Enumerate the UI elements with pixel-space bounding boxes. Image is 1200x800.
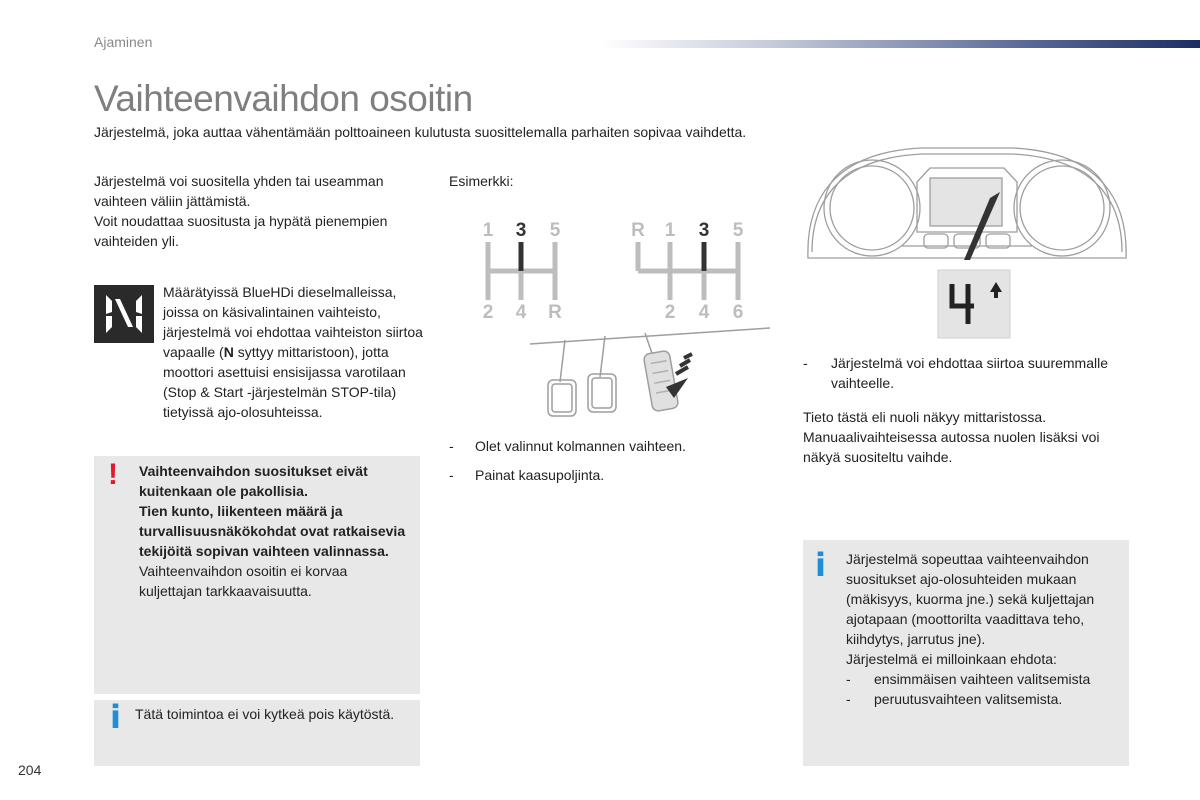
n-segment-icon <box>104 291 144 337</box>
gate5-bottom-3: R <box>548 302 562 323</box>
right-bullet-item: - Järjestelmä voi ehdottaa siirtoa suuremmalle vaihteelle. <box>803 355 1109 391</box>
middle-bullet-1: - Olet valinnut kolmannen vaihteen. <box>449 438 686 454</box>
gate6-bottom-2: 4 <box>698 302 710 323</box>
left-paragraphs <box>94 171 424 251</box>
info2-item-2: - peruutusvaihteen valitsemista. <box>846 691 1063 707</box>
gate6-top-4: 5 <box>732 220 744 241</box>
n-icon-letter: N <box>104 291 105 292</box>
middle-bullets <box>449 436 789 494</box>
info-text-1: Tätä toimintoa ei voi kytkeä pois käytöstä. <box>135 706 395 722</box>
middle-bullet-2: - Painat kaasupoljinta. <box>449 467 605 483</box>
neutral-text-2: syttyy mittaristoon), jotta moottori asettuisi ensisijassa varotilaan (Stop & Start -järjestelmän STOP-tila) tietyissä ajo-olosuhteissa. <box>163 344 406 420</box>
gate5-bottom-2: 4 <box>515 302 527 323</box>
info-icon: i <box>110 698 121 736</box>
left-paragraph-2: Voit noudattaa suositusta ja hypätä pienempien vaihteiden yli. <box>94 213 388 249</box>
right-text: Tieto tästä eli nuoli näkyy mittaristossa. Manuaalivaihteisessa autossa nuolen lisäksi voi näkyä suositeltu vaihde. <box>803 409 1100 465</box>
neutral-indicator-icon <box>94 285 154 343</box>
gate6-top-2: 1 <box>664 220 676 241</box>
gate5-top-3: 5 <box>549 220 561 241</box>
gate5-top-2: 3 <box>515 220 527 241</box>
neutral-text-bold: N <box>223 344 234 360</box>
pedals-illustration <box>530 328 770 416</box>
page-number: 204 <box>18 762 42 778</box>
gate5-top-1: 1 <box>482 220 494 241</box>
gate6-bottom-3: 6 <box>732 302 744 323</box>
left-paragraph-1: Järjestelmä voi suositella yhden tai useamman vaihteen väliin jättämistä. <box>94 173 384 209</box>
header-bar <box>600 40 1200 48</box>
gate6-bottom-1: 2 <box>664 302 676 323</box>
info2-paragraph: Järjestelmä sopeuttaa vaihteenvaihdon suositukset ajo-olosuhteiden mukaan (mäkisyys, kuorma jne.) sekä kuljettajan ajotapaan (moottorilta vaadittava teho, kiihdytys, jarrutus jne). <box>846 551 1095 647</box>
example-label: Esimerkki: <box>449 173 514 189</box>
gate6-top-3: 3 <box>698 220 710 241</box>
info2-item-1: - ensimmäisen vaihteen valitsemista <box>846 671 1091 687</box>
warning-normal-text: Vaihteenvaihdon osoitin ei korvaa kuljettajan tarkkaavaisuutta. <box>139 563 348 599</box>
info2-paragraph-2: Järjestelmä ei milloinkaan ehdota: <box>846 651 1057 667</box>
gate5-bottom-1: 2 <box>482 302 494 323</box>
neutral-description <box>163 282 425 422</box>
svg-text:4: 4 <box>802 142 803 143</box>
gearbox-5-speed-diagram <box>483 220 562 323</box>
gear-diagram <box>470 212 770 418</box>
dashboard-illustration <box>802 142 1132 342</box>
gate6-top-1: R <box>631 220 645 241</box>
warning-bold-text: Vaihteenvaihdon suositukset eivät kuitenkaan ole pakollisia. Tien kunto, liikenteen määrä ja turvallisuusnäkökohdat ovat ratkaisevia tekijöitä sopivan vaihteen valinnassa. <box>139 463 406 559</box>
gearbox-6-speed-diagram <box>631 220 744 323</box>
intro-text: Järjestelmä, joka auttaa vähentämään polttoaineen kulutusta suosittelemalla parhaiten sopivaa vaihdetta. <box>94 124 747 140</box>
right-bullet <box>803 353 1123 402</box>
info-icon-2: i <box>815 546 826 584</box>
info-text-2 <box>846 549 1126 709</box>
section-title: Ajaminen <box>94 34 153 50</box>
page-title: Vaihteenvaihdon osoitin <box>94 78 473 119</box>
neutral-text-1: Määrätyissä BlueHDi dieselmalleissa, joissa on käsivalintainen vaihteisto, järjestelmä voi ehdottaa vaihteiston siirtoa vapaalle ( <box>163 284 423 360</box>
warning-text <box>139 461 409 601</box>
warning-icon: ! <box>108 458 118 491</box>
